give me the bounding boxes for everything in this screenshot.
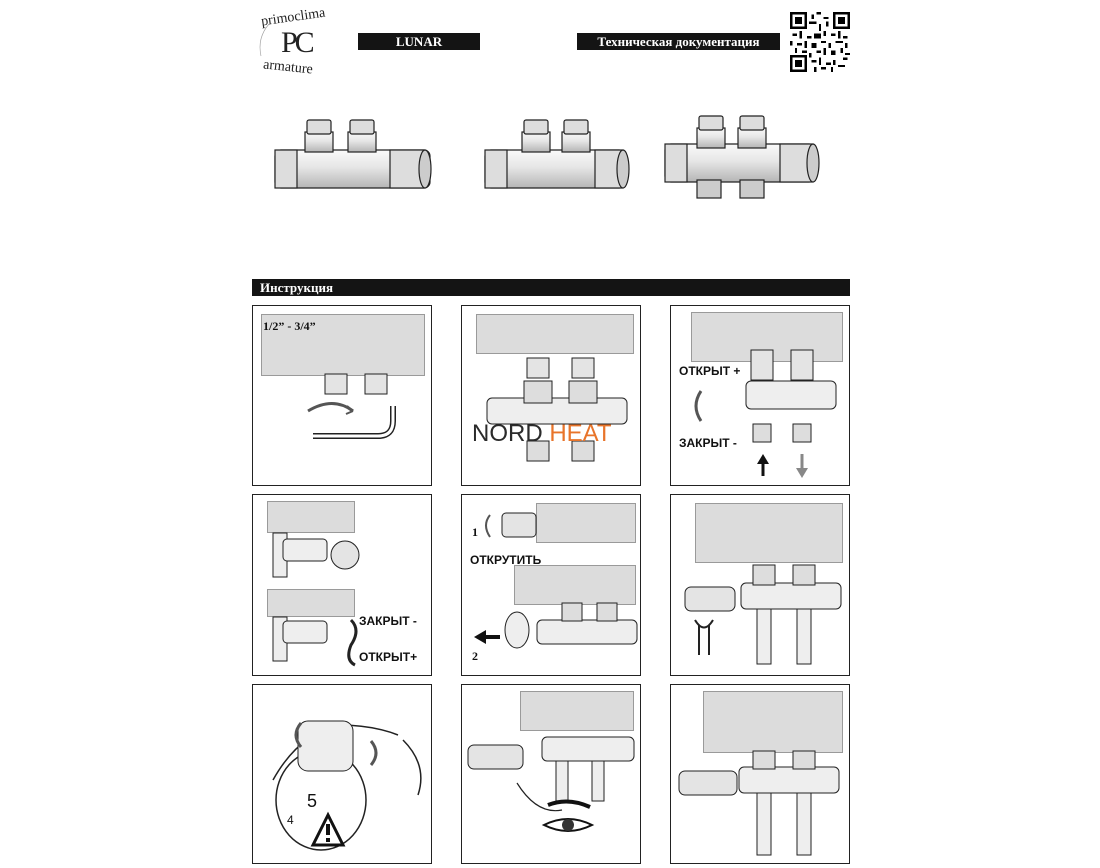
open-label: ОТКРЫТ+ (359, 650, 418, 664)
logo-bottom-text: armature (262, 57, 314, 78)
valve-straight-2 (485, 120, 629, 188)
valve-cross (665, 116, 819, 198)
section-title-bar (252, 279, 850, 296)
scale-4: 4 (287, 813, 294, 827)
close-label: ЗАКРЫТ - (679, 436, 737, 450)
product-illustrations (260, 110, 840, 205)
step-2-label: 2 (472, 649, 478, 663)
valve-open-close-drawing (671, 336, 850, 486)
final-assembly-drawing (671, 685, 850, 864)
panel-step-8 (461, 684, 641, 864)
panel-step-7 (252, 684, 432, 864)
panel-step-6 (670, 494, 850, 676)
doc-title: Техническая документация (597, 34, 760, 49)
qr-code-graphic (790, 12, 850, 72)
panel-step-2 (461, 305, 641, 486)
check-drawing (462, 685, 641, 864)
watermark-heat: HEAT (549, 420, 612, 447)
panel-step-4 (252, 494, 432, 676)
head-mount-drawing (671, 495, 850, 676)
panel-step-3 (670, 305, 850, 486)
watermark (472, 420, 612, 448)
fitting-drawing (253, 366, 432, 486)
logo (255, 5, 335, 80)
product-name: LUNAR (395, 34, 443, 49)
step-1-label: 1 (472, 525, 478, 539)
section-title: Инструкция (260, 280, 333, 295)
watermark-nord: NORD (472, 420, 543, 447)
doc-title-bar (577, 33, 780, 50)
panel-step-5 (461, 494, 641, 676)
unscrew-label: ОТКРУТИТЬ (470, 553, 542, 567)
logo-mark: PC (281, 26, 312, 59)
scale-5: 5 (307, 791, 318, 811)
unscrew-drawing (462, 495, 641, 676)
panel-step-9 (670, 684, 850, 864)
valve-assembly-drawing (462, 346, 641, 486)
product-name-bar (358, 33, 480, 50)
close-label: ЗАКРЫТ - (359, 614, 417, 628)
qr-code[interactable] (790, 12, 850, 72)
thermostat-setting-drawing (253, 685, 432, 864)
size-label: 1/2” - 3/4” (263, 319, 316, 333)
logo-top-text: primoclima (260, 5, 327, 30)
valve-cap-drawing (253, 495, 432, 676)
valve-straight-1 (275, 120, 431, 188)
panel-step-1 (252, 305, 432, 486)
open-label: ОТКРЫТ + (679, 364, 741, 378)
